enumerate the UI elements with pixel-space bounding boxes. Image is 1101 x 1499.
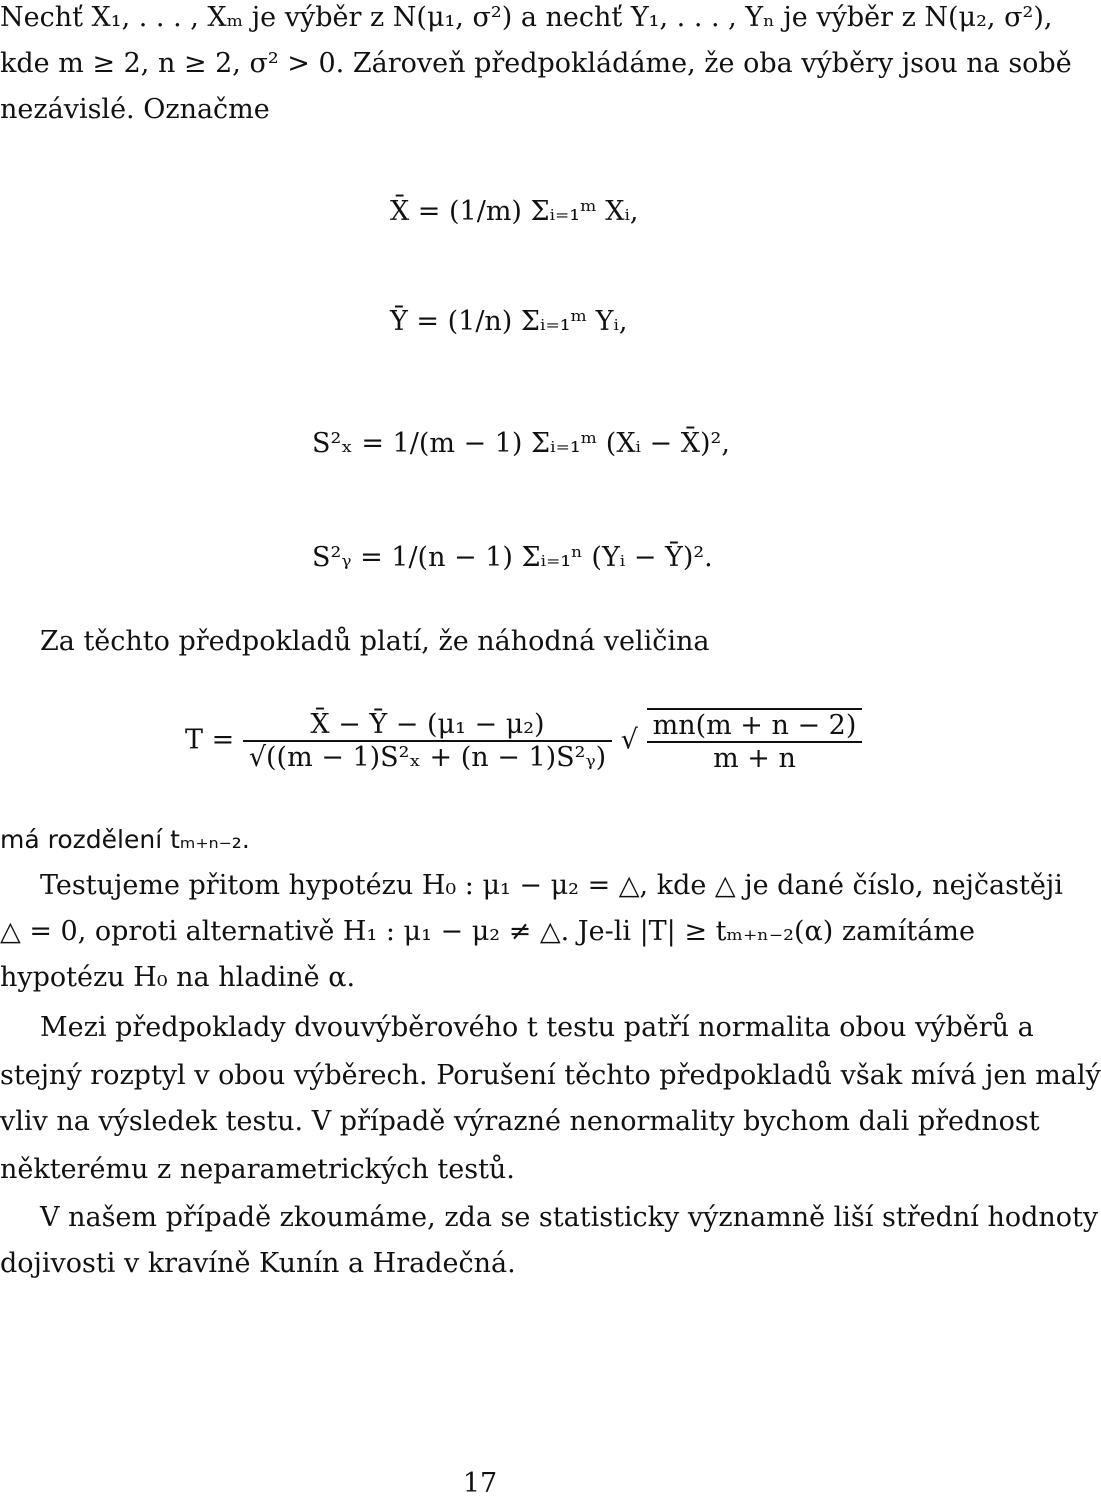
para2-line1: Testujeme přitom hypotézu H₀ : μ₁ − μ₂ = △, kde △ je dané číslo, nejčastěji	[40, 870, 1063, 901]
para2-line2: △ = 0, oproti alternativě H₁ : μ₁ − μ₂ ≠ △. Je-li |T| ≥ tₘ₊ₙ₋₂(α) zamítáme	[0, 916, 975, 947]
para1-line1: Nechť X₁, . . . , Xₘ je výběr z N(μ₁, σ²) a nechť Y₁, . . . , Yₙ je výběr z N(μ₂, σ²),	[0, 2, 1053, 33]
formula-xbar: X̄ = (1/m) Σᵢ₌₁ᵐ Xᵢ,	[390, 196, 639, 227]
t-sqrt-denominator: m + n	[713, 743, 796, 774]
para1-line3: nezávislé. Označme	[0, 94, 270, 125]
para2-line3: hypotézu H₀ na hladině α.	[0, 962, 356, 993]
para4-line2: dojivosti v kravíně Kunín a Hradečná.	[0, 1248, 516, 1279]
sqrt-sign: √	[620, 724, 638, 756]
para1-line2: kde m ≥ 2, n ≥ 2, σ² > 0. Zároveň předpokládáme, že oba výběry jsou na sobě	[0, 48, 1072, 79]
t-lhs: T =	[185, 724, 235, 756]
formula-ybar: Ȳ = (1/n) Σᵢ₌₁ᵐ Yᵢ,	[390, 306, 628, 337]
t-sqrt-fraction	[647, 708, 863, 774]
formula-sx2: S²ₓ = 1/(m − 1) Σᵢ₌₁ᵐ (Xᵢ − X̄)²,	[312, 428, 730, 459]
para3-line1: Mezi předpoklady dvouvýběrového t testu patří normalita obou výběrů a	[40, 1012, 1034, 1043]
para3-line2: stejný rozptyl v obou výběrech. Porušení těchto předpokladů však mívá jen malý	[0, 1060, 1101, 1091]
para4-line1: V našem případě zkoumáme, zda se statisticky významně liší střední hodnoty	[40, 1202, 1099, 1233]
distribution-text: má rozdělení tₘ₊ₙ₋₂.	[0, 825, 250, 854]
t-denominator: √((m − 1)S²ₓ + (n − 1)S²ᵧ)	[248, 742, 607, 773]
t-numerator: X̄ − Ȳ − (μ₁ − μ₂)	[243, 709, 612, 742]
para3-line4: některému z neparametrických testů.	[0, 1154, 515, 1185]
formula-sy2: S²ᵧ = 1/(n − 1) Σᵢ₌₁ⁿ (Yᵢ − Ȳ)².	[312, 542, 713, 573]
t-statistic-formula	[185, 708, 862, 774]
t-main-fraction	[243, 709, 612, 773]
page-number: 17	[462, 1468, 498, 1499]
intro-t-text: Za těchto předpokladů platí, že náhodná veličina	[40, 626, 710, 657]
t-sqrt-numerator: mn(m + n − 2)	[647, 710, 863, 743]
para3-line3: vliv na výsledek testu. V případě výrazné nenormality bychom dali přednost	[0, 1106, 1040, 1137]
